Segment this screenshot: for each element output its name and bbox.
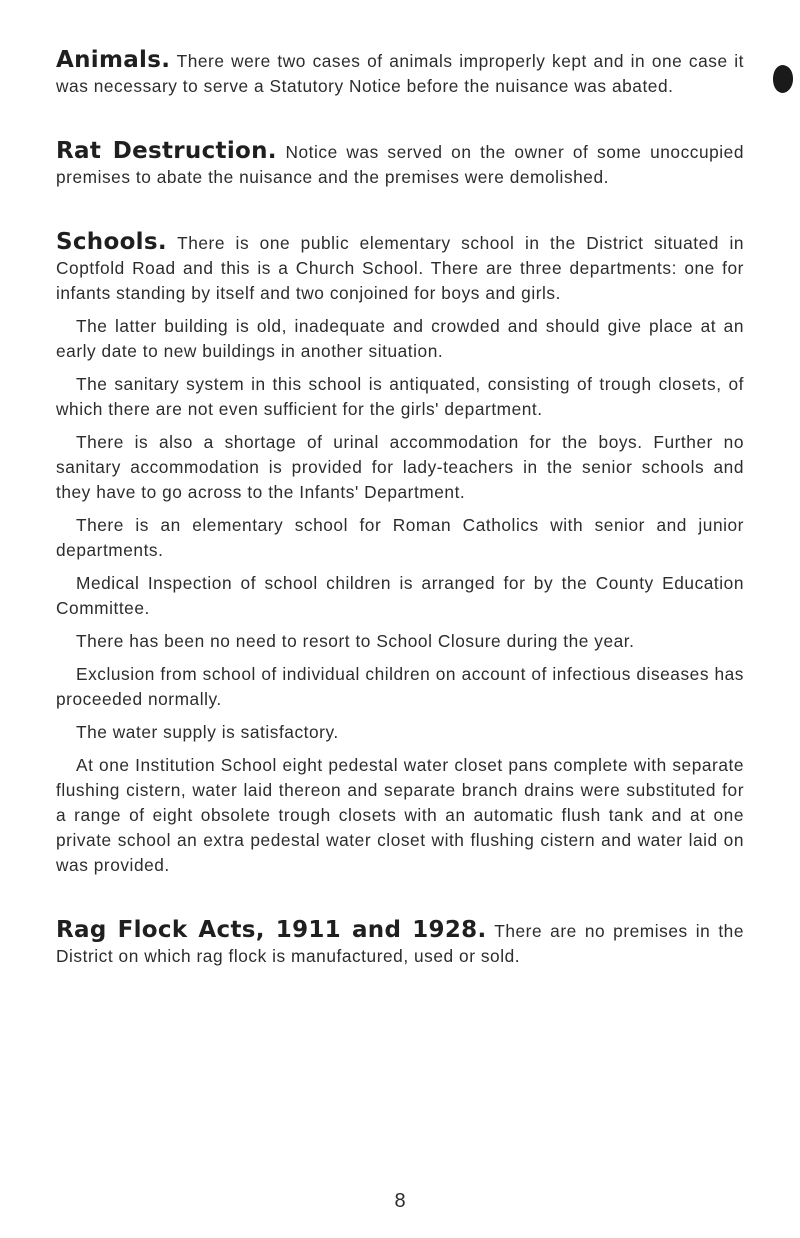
paragraph: Exclusion from school of individual children on account of infectious diseases has proceeded normally. [56,664,744,709]
paragraph-text: Notice was served on the owner of some unoccupied premises to abate the nuisance and the premises were demolished. [56,142,744,187]
paragraph-text: There are no premises in the District on which rag flock is manufactured, used or sold. [56,921,744,966]
paragraph [56,230,744,306]
paragraph: The sanitary system in this school is antiquated, consisting of trough closets, of which there are not even sufficient for the girls' department. [56,374,744,419]
paragraph-text: There were two cases of animals improperly kept and in one case it was necessary to serve a Statutory Notice before the nuisance was abated. [56,51,745,96]
paragraph: There has been no need to resort to School Closure during the year. [76,631,635,651]
section-rag-flock [56,918,744,969]
section-schools [56,230,744,878]
paragraph: Medical Inspection of school children is arranged for by the County Education Committee. [56,573,744,618]
paragraph-text: There is one public elementary school in the District situated in Coptfold Road and this is a Church School. There are three departments: one for infants standing by itself and two conjoined for boys and girls. [56,233,745,303]
paragraph: The water supply is satisfactory. [76,722,339,742]
section-heading: Rat Destruction. [56,138,277,164]
paragraph: There is also a shortage of urinal accommodation for the boys. Further no sanitary accommodation is provided for lady-teachers in the senior schools and they have to go across to the Infants' Department. [56,432,744,502]
paragraph [56,918,744,969]
paragraph: There is an elementary school for Roman Catholics with senior and junior departments. [56,515,744,560]
section-heading: Rag Flock Acts, 1911 and 1928. [56,917,487,943]
ink-blot-icon [772,64,794,94]
document-page [56,48,744,1009]
page-number: 8 [394,1190,406,1212]
paragraph [56,139,744,190]
paragraph: The latter building is old, inadequate and crowded and should give place at an early date to new buildings in another situation. [56,316,744,361]
section-heading: Animals. [56,47,171,73]
paragraph: At one Institution School eight pedestal water closet pans complete with separate flushing cistern, water laid thereon and separate branch drains were substituted for a range of eight obsolete trough closets with an automatic flush tank and at one private school an extra pedestal water closet with flushing cistern and water laid on was provided. [56,755,744,875]
paragraph [56,48,744,99]
section-rat-destruction [56,139,744,190]
section-animals [56,48,744,99]
section-heading: Schools. [56,229,167,255]
